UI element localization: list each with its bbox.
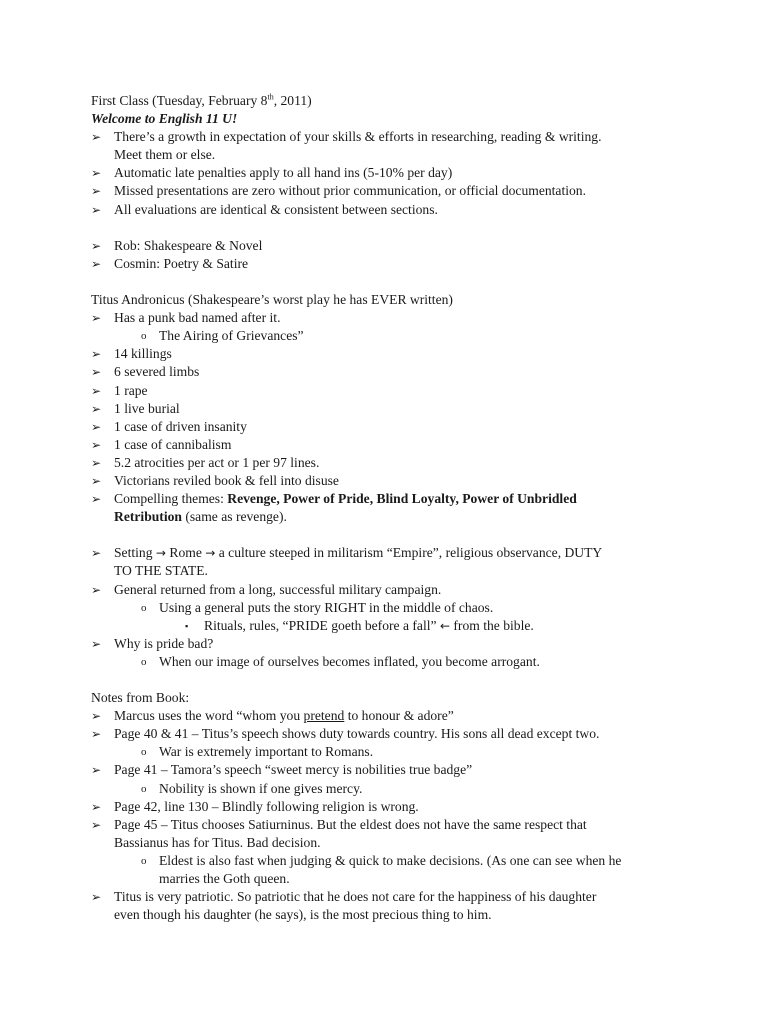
list-item [91, 128, 691, 146]
atrocity-stats-list [91, 345, 691, 490]
list-item-text: 1 rape [114, 382, 148, 398]
themes-bold-text: Retribution [114, 509, 182, 525]
list-item-continuation [91, 508, 691, 526]
underlined-word: pretend [303, 708, 345, 724]
list-item [91, 635, 691, 653]
sub-list-item [91, 852, 691, 870]
arrow-bullet-icon: ➢ [91, 437, 102, 452]
arrow-bullet-icon: ➢ [91, 347, 102, 362]
arrow-bullet-icon: ➢ [91, 419, 102, 434]
arrow-bullet-icon: ➢ [91, 582, 102, 597]
sub-list-item [91, 780, 691, 798]
list-item-text: Automatic late penalties apply to all hand ins (5-10% per day) [114, 165, 453, 181]
list-item [91, 436, 691, 454]
section-heading-notes [91, 689, 691, 707]
arrow-bullet-icon: ➢ [91, 383, 102, 398]
class-date-line [91, 92, 691, 110]
circle-bullet-icon: o [141, 601, 147, 614]
themes-bold-text: Revenge, Power of Pride, Blind Loyalty, Power of Unbridled [227, 491, 577, 507]
list-item-text: General returned from a long, successful military campaign. [114, 581, 442, 597]
circle-bullet-icon: o [141, 746, 147, 759]
list-item [91, 472, 691, 490]
welcome-text: Welcome to English 11 U! [91, 111, 238, 127]
arrow-bullet-icon: ➢ [91, 130, 102, 145]
circle-bullet-icon: o [141, 330, 147, 343]
list-item-text: Bassianus has for Titus. Bad decision. [114, 834, 321, 850]
list-item [91, 182, 691, 200]
list-item-text: Titus is very patriotic. So patriotic that he does not care for the happiness of his daughter [114, 889, 597, 905]
list-item-text: Setting [114, 545, 156, 561]
list-item-text: Meet them or else. [114, 147, 216, 163]
sub-list-item [91, 327, 691, 345]
list-item-text: Why is pride bad? [114, 635, 214, 651]
arrow-bullet-icon: ➢ [91, 709, 102, 724]
arrow-bullet-icon: ➢ [91, 311, 102, 326]
list-item-text: Compelling themes: [114, 491, 228, 507]
list-item [91, 201, 691, 219]
list-item [91, 237, 691, 255]
circle-bullet-icon: o [141, 854, 147, 867]
list-item [91, 345, 691, 363]
circle-bullet-icon: o [141, 782, 147, 795]
list-item [91, 454, 691, 472]
spacer [91, 526, 691, 544]
list-item-text: There’s a growth in expectation of your skills & efforts in researching, reading & writing. [114, 129, 602, 145]
list-item-text: TO THE STATE. [114, 563, 208, 579]
section-heading-titus [91, 291, 691, 309]
list-item [91, 581, 691, 599]
list-item-continuation [91, 562, 691, 580]
list-item-text: Page 41 – Tamora’s speech “sweet mercy is nobilities true badge” [114, 762, 473, 778]
sub-sub-list-item [91, 617, 691, 635]
list-item-text: 1 case of cannibalism [114, 436, 232, 452]
arrow-bullet-icon: ➢ [91, 799, 102, 814]
arrow-bullet-icon: ➢ [91, 166, 102, 181]
circle-bullet-icon: o [141, 655, 147, 668]
section-heading-text: Notes from Book: [91, 690, 190, 706]
list-item-text: Cosmin: Poetry & Satire [114, 255, 249, 271]
list-item-text: Marcus uses the word “whom you [114, 708, 304, 724]
list-item-text: The Airing of Grievances” [159, 328, 304, 344]
arrow-bullet-icon: ➢ [91, 492, 102, 507]
notes-content [91, 92, 691, 924]
list-item [91, 363, 691, 381]
list-item-text: Page 42, line 130 – Blindly following religion is wrong. [114, 798, 419, 814]
list-item-text: Eldest is also fast when judging & quick to make decisions. (As one can see when he [159, 852, 622, 868]
section-heading-text: Titus Andronicus (Shakespeare’s worst play he has EVER written) [91, 292, 453, 308]
class-year-text: , 2011) [273, 93, 312, 108]
list-item-continuation [91, 834, 691, 852]
list-item [91, 255, 691, 273]
list-item [91, 816, 691, 834]
list-item [91, 707, 691, 725]
list-item-continuation [91, 146, 691, 164]
date-ordinal: th [267, 92, 274, 102]
arrow-bullet-icon: ➢ [91, 401, 102, 416]
list-item-text: Rob: Shakespeare & Novel [114, 237, 263, 253]
arrow-bullet-icon: ➢ [91, 636, 102, 651]
list-item-text: even though his daughter (he says), is the most precious thing to him. [114, 907, 492, 923]
list-item-text: 6 severed limbs [114, 364, 200, 380]
arrow-bullet-icon: ➢ [91, 763, 102, 778]
list-item-text: Rome [165, 545, 206, 561]
square-bullet-icon: ▪ [185, 620, 189, 631]
list-item-text: All evaluations are identical & consistent between sections. [114, 201, 438, 217]
list-item [91, 418, 691, 436]
arrow-right-icon: → [205, 546, 216, 561]
list-item [91, 400, 691, 418]
arrow-bullet-icon: ➢ [91, 455, 102, 470]
arrow-left-icon: ← [439, 618, 450, 633]
sub-list-item [91, 653, 691, 671]
arrow-bullet-icon: ➢ [91, 238, 102, 253]
arrow-bullet-icon: ➢ [91, 817, 102, 832]
sub-list-item [91, 599, 691, 617]
list-item [91, 382, 691, 400]
list-item-text: 1 case of driven insanity [114, 418, 247, 434]
list-item [91, 164, 691, 182]
list-item-continuation [91, 906, 691, 924]
list-item-text: 14 killings [114, 346, 172, 362]
sub-list-item [91, 743, 691, 761]
list-item [91, 544, 691, 562]
sub-list-item-continuation [91, 870, 691, 888]
welcome-heading [91, 110, 691, 128]
list-item-text: Using a general puts the story RIGHT in the middle of chaos. [159, 599, 494, 615]
arrow-bullet-icon: ➢ [91, 256, 102, 271]
list-item-text: Nobility is shown if one gives mercy. [159, 780, 363, 796]
list-item [91, 888, 691, 906]
arrow-bullet-icon: ➢ [91, 184, 102, 199]
list-item-text: Rituals, rules, “PRIDE goeth before a fall” [204, 617, 440, 633]
list-item [91, 761, 691, 779]
arrow-right-icon: → [155, 546, 166, 561]
arrow-bullet-icon: ➢ [91, 473, 102, 488]
list-item-text: marries the Goth queen. [159, 871, 290, 887]
arrow-bullet-icon: ➢ [91, 890, 102, 905]
list-item [91, 309, 691, 327]
list-item-text: Page 45 – Titus chooses Satiurninus. But the eldest does not have the same respect that [114, 816, 587, 832]
list-item-text: Victorians reviled book & fell into disuse [114, 472, 339, 488]
list-item-text: a culture steeped in militarism “Empire”, religious observance, DUTY [215, 545, 603, 561]
list-item [91, 798, 691, 816]
arrow-bullet-icon: ➢ [91, 365, 102, 380]
list-item-text: from the bible. [450, 617, 534, 633]
arrow-bullet-icon: ➢ [91, 202, 102, 217]
spacer [91, 273, 691, 291]
list-item [91, 725, 691, 743]
list-item-text: 5.2 atrocities per act or 1 per 97 lines. [114, 454, 320, 470]
list-item-text: Page 40 & 41 – Titus’s speech shows duty towards country. His sons all dead except two. [114, 726, 600, 742]
list-item-text: Missed presentations are zero without prior communication, or official documentation. [114, 183, 587, 199]
class-date-text: First Class (Tuesday, February 8 [91, 93, 268, 108]
list-item-text: When our image of ourselves becomes inflated, you become arrogant. [159, 653, 540, 669]
spacer [91, 219, 691, 237]
list-item-text: War is extremely important to Romans. [159, 744, 374, 760]
list-item-text: 1 live burial [114, 400, 180, 416]
list-item [91, 490, 691, 508]
list-item-text: (same as revenge). [181, 509, 287, 525]
list-item-text: to honour & adore” [344, 708, 454, 724]
arrow-bullet-icon: ➢ [91, 727, 102, 742]
list-item-text: Has a punk bad named after it. [114, 310, 281, 326]
arrow-bullet-icon: ➢ [91, 546, 102, 561]
spacer [91, 671, 691, 689]
